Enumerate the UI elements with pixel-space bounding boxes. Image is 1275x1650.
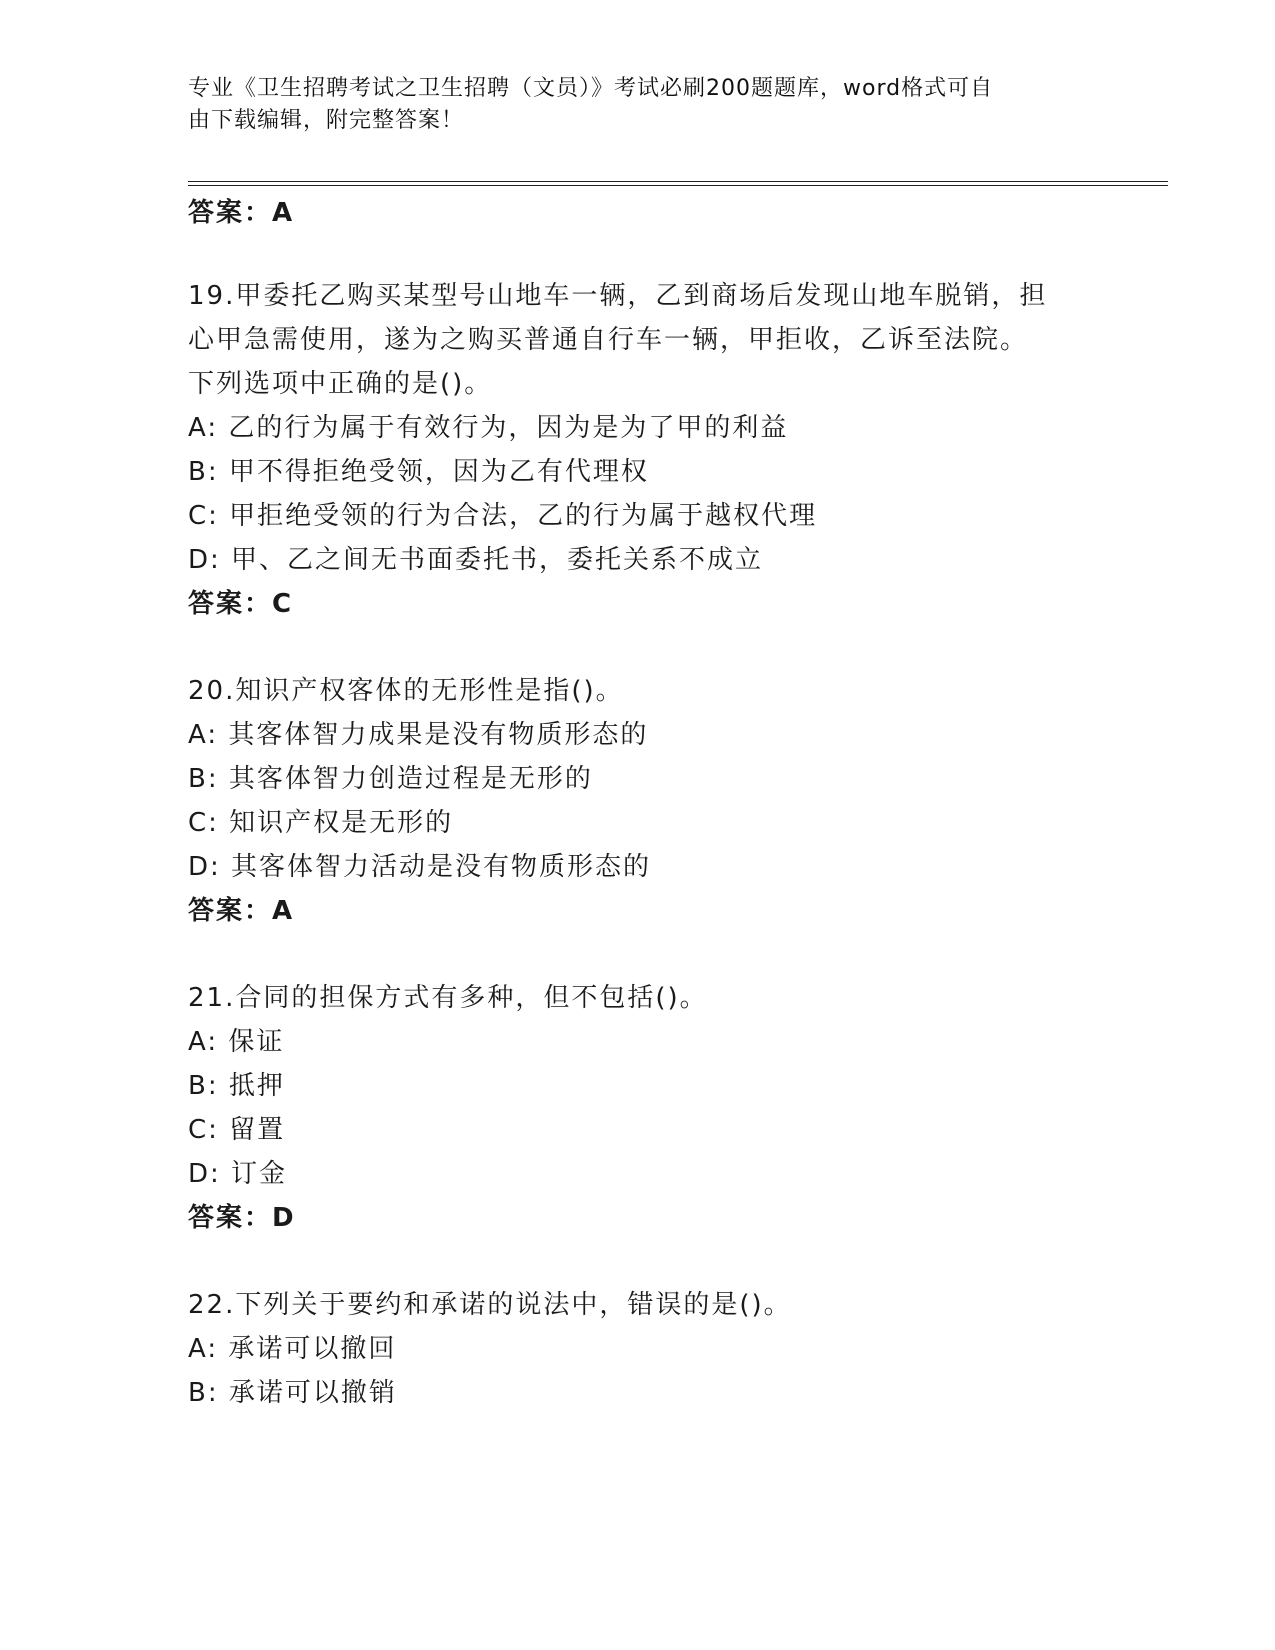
q21-answer: 答案：D	[188, 1203, 296, 1233]
q21-option-b: B: 抵押	[188, 1071, 285, 1101]
q19-stem-line-2: 心甲急需使用，遂为之购买普通自行车一辆，甲拒收，乙诉至法院。	[188, 325, 1029, 355]
q21-stem-line-1: 21.合同的担保方式有多种，但不包括()。	[188, 983, 708, 1013]
q20-option-a: A: 其客体智力成果是没有物质形态的	[188, 720, 649, 750]
previous-answer: 答案：A	[188, 198, 295, 228]
header-text	[188, 73, 1088, 137]
q19-stem-line-3: 下列选项中正确的是()。	[188, 369, 493, 399]
q20-option-d: D: 其客体智力活动是没有物质形态的	[188, 852, 652, 882]
header-rule-bottom	[188, 185, 1168, 186]
q21-option-d: D: 订金	[188, 1159, 288, 1189]
q19-answer: 答案：C	[188, 589, 294, 619]
q20-option-c: C: 知识产权是无形的	[188, 808, 454, 838]
q19-option-a: A: 乙的行为属于有效行为，因为是为了甲的利益	[188, 413, 789, 443]
q21-option-c: C: 留置	[188, 1115, 286, 1145]
q20-answer: 答案：A	[188, 896, 295, 926]
q22-stem-line-1: 22.下列关于要约和承诺的说法中，错误的是()。	[188, 1290, 792, 1320]
header-line-1: 专业《卫生招聘考试之卫生招聘（文员）》考试必刷200题题库，word格式可自	[188, 76, 994, 101]
q22-option-a: A: 承诺可以撤回	[188, 1334, 397, 1364]
q22-option-b: B: 承诺可以撤销	[188, 1378, 397, 1408]
header-line-2: 由下载编辑，附完整答案！	[188, 108, 465, 133]
q19-option-c: C: 甲拒绝受领的行为合法，乙的行为属于越权代理	[188, 501, 818, 531]
q19-option-b: B: 甲不得拒绝受领，因为乙有代理权	[188, 457, 649, 487]
q21-option-a: A: 保证	[188, 1027, 285, 1057]
q20-stem-line-1: 20.知识产权客体的无形性是指()。	[188, 676, 624, 706]
q20-option-b: B: 其客体智力创造过程是无形的	[188, 764, 593, 794]
header-rule-top	[188, 181, 1168, 182]
q19-option-d: D: 甲、乙之间无书面委托书，委托关系不成立	[188, 545, 764, 575]
q19-stem-line-1: 19.甲委托乙购买某型号山地车一辆，乙到商场后发现山地车脱销，担	[188, 281, 1048, 311]
